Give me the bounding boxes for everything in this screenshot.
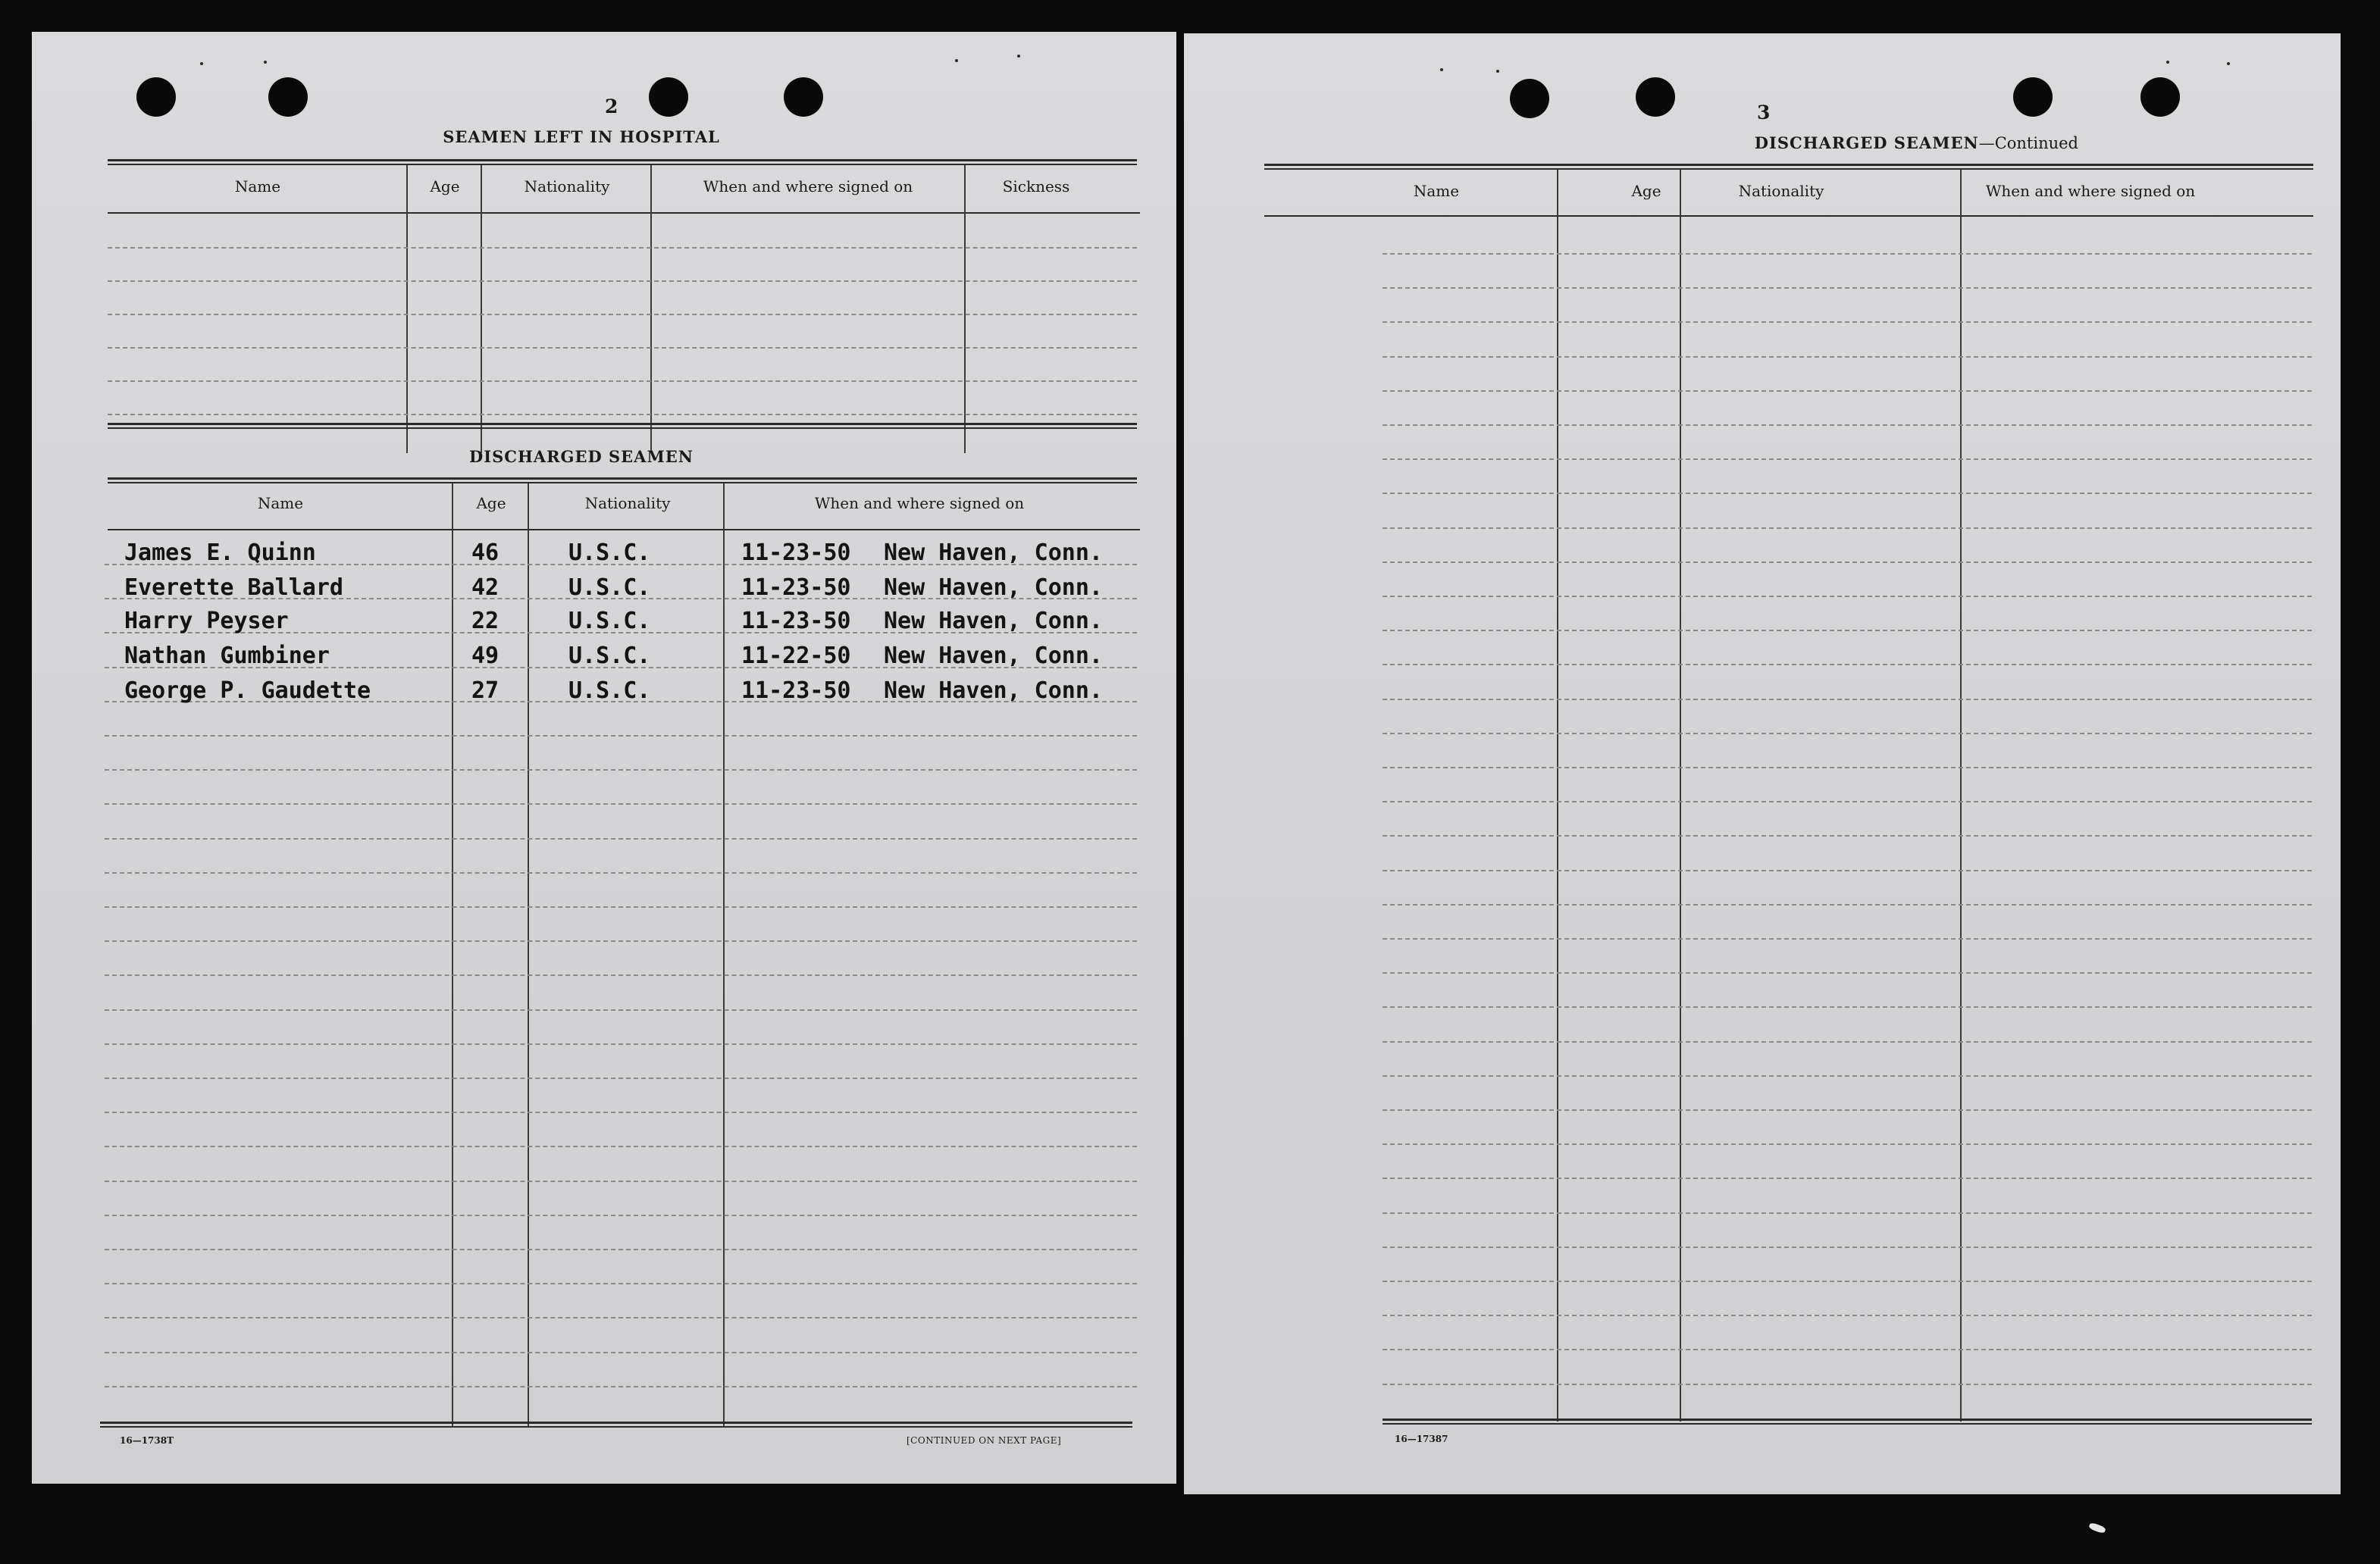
seaman-name: James E. Quinn [124, 540, 316, 566]
ruled-line [1383, 356, 2312, 358]
ruled-line [105, 940, 1137, 942]
seaman-age: 22 [471, 608, 499, 634]
seaman-nationality: U.S.C. [568, 643, 651, 669]
ruled-line [105, 1215, 1137, 1216]
ruled-line [1383, 1143, 2312, 1145]
ruled-line [105, 769, 1137, 771]
seaman-name: Everette Ballard [124, 574, 343, 601]
signed-on-date: 11-23-50 [741, 540, 851, 566]
seaman-nationality: U.S.C. [568, 608, 651, 634]
ruled-line [1383, 1247, 2312, 1248]
ruled-line [105, 1352, 1137, 1353]
seaman-name: Nathan Gumbiner [124, 643, 330, 669]
ruled-line [1383, 904, 2312, 906]
ruled-line [105, 735, 1137, 737]
page-number: 3 [1757, 102, 1771, 124]
section-title-hospital: SEAMEN LEFT IN HOSPITAL [443, 127, 720, 146]
left-page [32, 32, 1176, 1484]
page-number: 2 [605, 95, 618, 117]
seaman-age: 42 [471, 574, 499, 601]
punch-hole [2140, 77, 2180, 117]
ruled-line [1383, 938, 2312, 940]
ruled-line [105, 1317, 1137, 1318]
column-header: Sickness [1002, 177, 1070, 196]
ruled-line [1383, 1041, 2312, 1043]
ruled-line [1383, 870, 2312, 871]
ruled-line [1383, 1281, 2312, 1282]
ruled-line [1383, 493, 2312, 494]
seaman-name: George P. Gaudette [124, 677, 371, 704]
punch-hole [136, 77, 176, 117]
column-header: Age [430, 177, 460, 196]
seaman-nationality: U.S.C. [568, 574, 651, 601]
ruled-line [1383, 321, 2312, 323]
ruled-line [105, 1249, 1137, 1250]
seaman-nationality: U.S.C. [568, 677, 651, 704]
ruled-line [1383, 801, 2312, 802]
punch-hole [1636, 77, 1675, 117]
ruled-line [1383, 1109, 2312, 1111]
signed-on-place: New Haven, Conn. [884, 540, 1103, 566]
signed-on-place: New Haven, Conn. [884, 643, 1103, 669]
ruled-line [1383, 699, 2312, 700]
seaman-age: 46 [471, 540, 499, 566]
ruled-line [1383, 424, 2312, 426]
column-header: Age [1631, 182, 1661, 200]
ruled-line [1383, 596, 2312, 597]
ruled-line [1383, 733, 2312, 734]
seaman-age: 49 [471, 643, 499, 669]
column-header: When and where signed on [814, 494, 1025, 512]
seaman-name: Harry Peyser [124, 608, 289, 634]
signed-on-place: New Haven, Conn. [884, 574, 1103, 601]
ruled-line [105, 872, 1137, 874]
section-title-suffix: —Continued [1978, 134, 2078, 152]
continued-note: [CONTINUED ON NEXT PAGE] [907, 1435, 1062, 1446]
ruled-line [1383, 1315, 2312, 1316]
column-header: Name [234, 177, 281, 196]
punch-hole [649, 77, 688, 117]
ruled-line [105, 1283, 1137, 1284]
ruled-line [105, 1181, 1137, 1182]
ruled-line [105, 906, 1137, 908]
ruled-line [1383, 458, 2312, 460]
ruled-line [105, 1043, 1137, 1045]
column-header: When and where signed on [1985, 182, 2196, 200]
punch-hole [2013, 77, 2053, 117]
ruled-line [1383, 561, 2312, 563]
ruled-line [1383, 1075, 2312, 1077]
ruled-line [105, 838, 1137, 840]
column-header: When and where signed on [703, 177, 913, 196]
ruled-line [105, 1078, 1137, 1079]
ruled-line [105, 803, 1137, 805]
ruled-line [1383, 1212, 2312, 1214]
ruled-line [105, 1386, 1137, 1387]
column-header: Nationality [1738, 182, 1824, 200]
signed-on-date: 11-22-50 [741, 643, 851, 669]
section-title-discharged: DISCHARGED SEAMEN [469, 447, 694, 466]
signed-on-place: New Haven, Conn. [884, 608, 1103, 634]
ruled-line [1383, 287, 2312, 289]
column-header: Nationality [524, 177, 610, 196]
column-header: Age [476, 494, 506, 512]
ruled-line [105, 1009, 1137, 1011]
signed-on-date: 11-23-50 [741, 574, 851, 601]
ruled-line [105, 1146, 1137, 1147]
ruled-line [1383, 1384, 2312, 1385]
scan-mark [2088, 1522, 2106, 1534]
section-title-main: DISCHARGED SEAMEN [1754, 133, 1979, 152]
form-number: 16—17387 [1395, 1434, 1448, 1444]
ruled-line [1383, 527, 2312, 529]
punch-hole [268, 77, 308, 117]
ruled-line [1383, 630, 2312, 631]
ruled-line [1383, 972, 2312, 974]
punch-hole [784, 77, 823, 117]
ruled-line [1383, 1349, 2312, 1350]
seaman-age: 27 [471, 677, 499, 704]
signed-on-place: New Haven, Conn. [884, 677, 1103, 704]
ruled-line [1383, 767, 2312, 768]
right-page [1184, 33, 2341, 1494]
ruled-line [1383, 253, 2312, 255]
ruled-line [1383, 1006, 2312, 1008]
signed-on-date: 11-23-50 [741, 608, 851, 634]
ruled-line [1383, 1178, 2312, 1179]
column-header: Name [257, 494, 304, 512]
seaman-nationality: U.S.C. [568, 540, 651, 566]
ruled-line [1383, 390, 2312, 392]
column-header: Name [1413, 182, 1460, 200]
section-title [1184, 133, 2078, 152]
ruled-line [105, 1112, 1137, 1113]
ruled-line [1383, 835, 2312, 837]
signed-on-date: 11-23-50 [741, 677, 851, 704]
ruled-line [1383, 664, 2312, 665]
column-header: Nationality [584, 494, 671, 512]
punch-hole [1510, 79, 1549, 118]
ruled-line [105, 974, 1137, 976]
form-number: 16—1738T [120, 1435, 174, 1446]
